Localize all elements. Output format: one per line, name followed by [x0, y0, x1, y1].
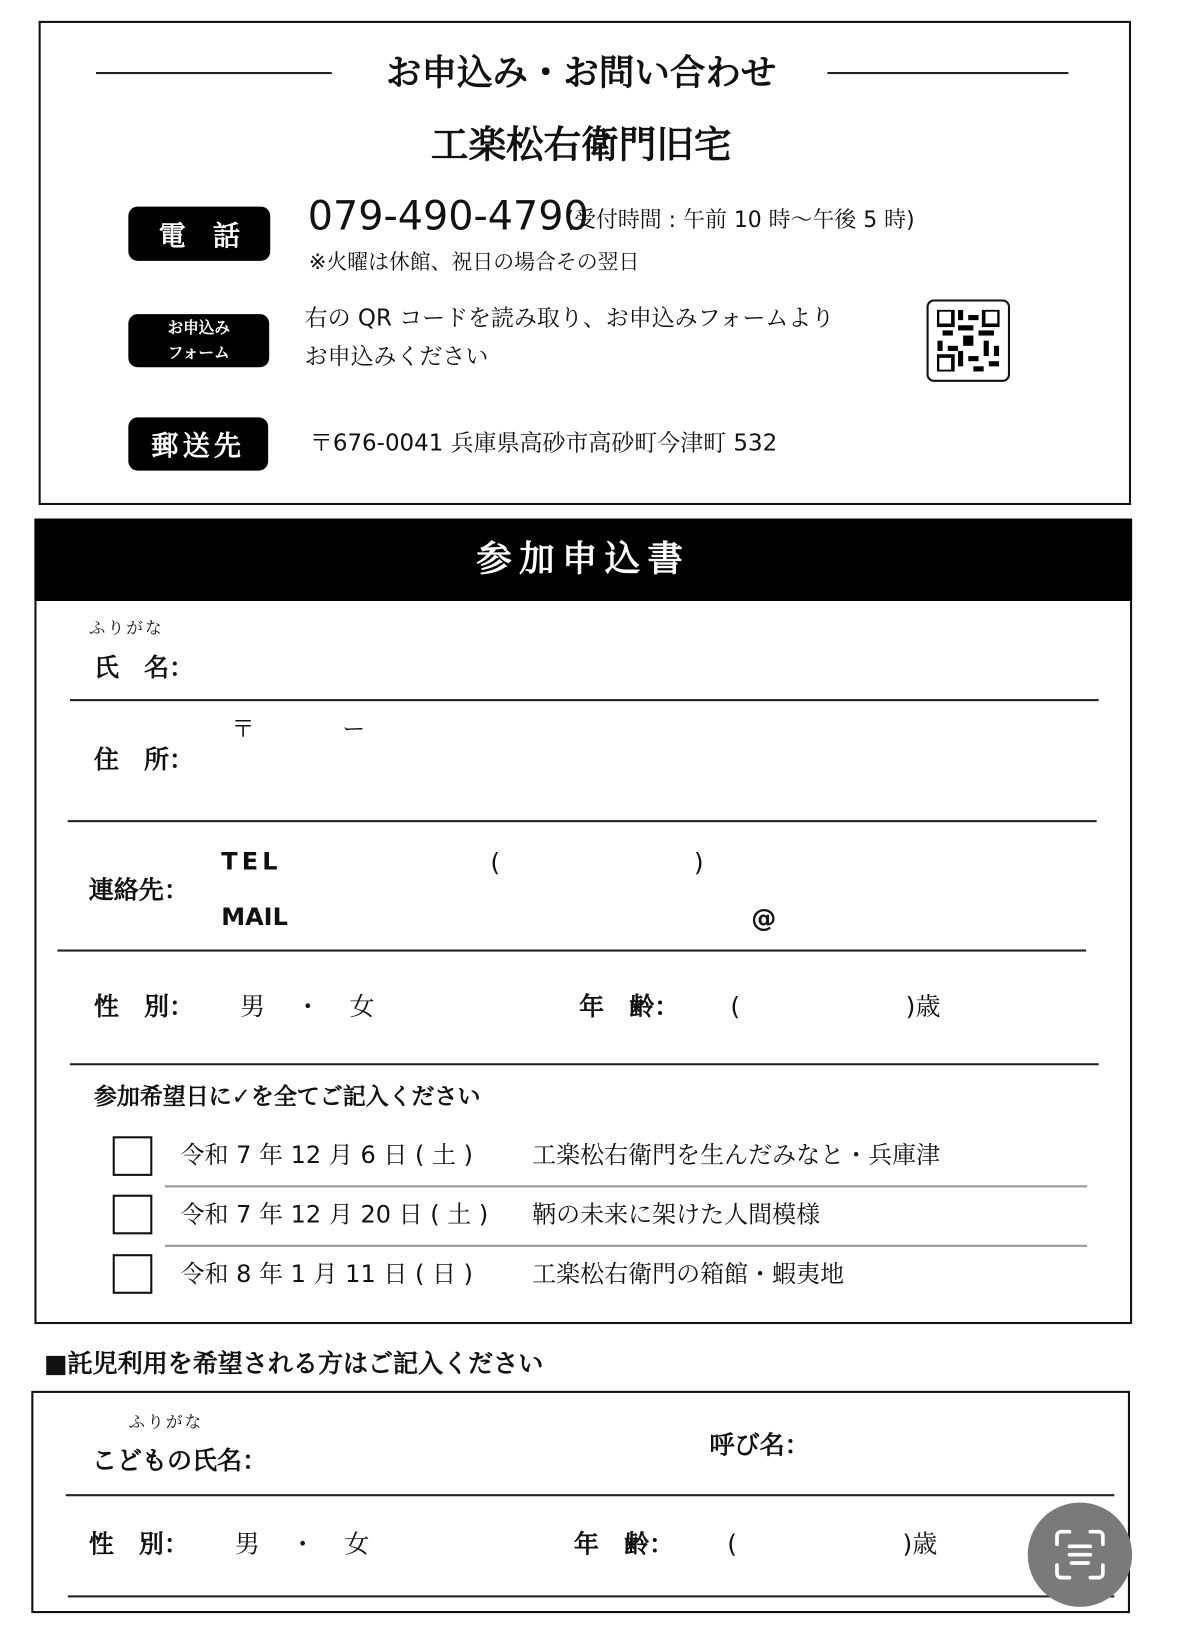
form-badge: [128, 314, 269, 367]
gender-label: 性 別：: [93, 992, 195, 1022]
phone-number: 079-490-4790: [307, 193, 589, 239]
mail-badge-label: 郵送先: [151, 430, 246, 463]
reception-hours: (受付時間 : 午前 10 時～午後 5 時): [565, 207, 915, 233]
contact-label: 連絡先：: [88, 875, 189, 905]
child-gender-label: 性 別：: [88, 1529, 189, 1559]
date-2: 令和 7 年 12 月 20 日 ( 土 ): [180, 1201, 489, 1229]
address-label: 住 所：: [93, 744, 195, 775]
divider: [70, 1063, 1099, 1065]
phone-badge: [128, 207, 270, 261]
divider: [165, 1185, 1087, 1187]
form-title: 参加申込書: [476, 538, 691, 581]
mail-badge: [128, 417, 268, 470]
divider: [68, 1595, 1115, 1597]
divider: [96, 72, 332, 74]
closed-note: ※火曜は休館、祝日の場合その翌日: [308, 249, 640, 275]
gender-male[interactable]: 男: [239, 992, 266, 1022]
child-age-field[interactable]: [748, 1523, 894, 1565]
divider: [66, 1494, 1115, 1496]
age-field[interactable]: [751, 986, 897, 1028]
child-gender-male[interactable]: 男: [234, 1529, 260, 1559]
tel-label: TEL: [221, 848, 282, 876]
tel-paren-close: ): [693, 848, 704, 878]
age-paren-open: (: [730, 992, 741, 1022]
divider: [68, 820, 1097, 822]
gender-female[interactable]: 女: [349, 992, 375, 1022]
lecture-title-1: 工楽松右衛門を生んだみなと・兵庫津: [532, 1142, 941, 1170]
name-label: 氏 名：: [93, 653, 195, 683]
form-badge-line2: フォーム: [167, 342, 230, 362]
qr-code-icon: [937, 310, 1000, 372]
child-name-field[interactable]: [266, 1435, 694, 1487]
mail-label: MAIL: [221, 904, 288, 932]
mail-at: @: [751, 903, 777, 933]
text-scan-button[interactable]: [1028, 1502, 1132, 1606]
divider: [827, 72, 1068, 74]
divider: [165, 1245, 1087, 1247]
name-furigana: ふりがな: [88, 617, 164, 638]
lecture-title-2: 鞆の未来に架けた人間模様: [532, 1201, 821, 1229]
age-label: 年 齢：: [579, 992, 680, 1022]
nickname-field[interactable]: [824, 1424, 1106, 1476]
divider: [70, 699, 1099, 701]
child-gender-separator: ・: [290, 1529, 316, 1559]
form-badge-line1: お申込み: [167, 318, 231, 338]
child-age-label: 年 齢：: [573, 1529, 675, 1559]
mailing-address: 〒676-0041 兵庫県高砂市高砂町今津町 532: [309, 430, 778, 458]
child-name-label: こどもの氏名：: [91, 1446, 268, 1476]
mail-field[interactable]: [303, 900, 1086, 935]
child-age-paren-open: (: [727, 1529, 738, 1559]
date-checkbox-3[interactable]: [113, 1254, 153, 1294]
nickname-label: 呼び名：: [709, 1430, 810, 1460]
form-instruction-1: 右の QR コードを読み取り、お申込みフォームより: [304, 305, 835, 332]
postal-mark: 〒: [231, 716, 255, 743]
child-furigana: ふりがな: [128, 1411, 204, 1432]
phone-badge-label: 電 話: [158, 220, 240, 252]
text-scan-icon: [1053, 1528, 1107, 1582]
gender-separator: ・: [295, 992, 321, 1022]
child-gender-female[interactable]: 女: [344, 1529, 370, 1559]
divider: [57, 949, 1086, 951]
contact-heading: お申込み・お問い合わせ: [386, 52, 777, 94]
form-instruction-2: お申込みください: [304, 344, 489, 371]
qr-code[interactable]: [927, 299, 1010, 381]
date-checkbox-2[interactable]: [113, 1195, 153, 1235]
date-3: 令和 8 年 1 月 11 日 ( 日 ): [180, 1260, 473, 1289]
address-field[interactable]: [209, 715, 1096, 817]
date-1: 令和 7 年 12 月 6 日 ( 土 ): [180, 1142, 473, 1170]
date-checkbox-1[interactable]: [113, 1136, 153, 1176]
tel-paren-open: (: [490, 848, 501, 878]
name-field[interactable]: [209, 647, 1096, 697]
tel-field[interactable]: [292, 845, 1085, 880]
lecture-title-3: 工楽松右衛門の箱館・蝦夷地: [532, 1260, 845, 1289]
age-paren-close: )歳: [905, 992, 941, 1022]
venue-name: 工楽松右衛門旧宅: [430, 124, 732, 167]
postal-dash: ー: [342, 716, 366, 743]
dates-instruction: 参加希望日に✓を全てご記入ください: [93, 1084, 481, 1111]
child-age-paren-close: )歳: [902, 1529, 938, 1559]
childcare-heading: ■託児利用を希望される方はご記入ください: [43, 1349, 544, 1379]
